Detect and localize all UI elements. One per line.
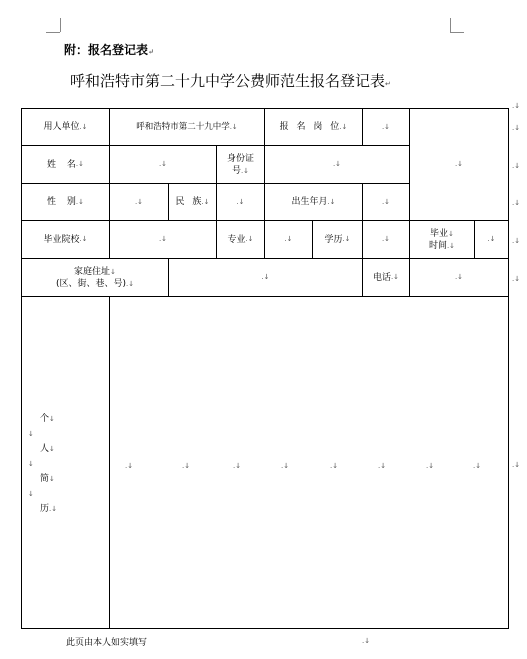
row-end-mark: .↓ [512,124,521,132]
page-title-text: 呼和浩特市第二十九中学公费师范生报名登记表 [70,72,386,90]
cell-mark: .↓ [261,273,270,281]
label-resume [28,412,88,517]
cell-mark: .↓ [79,122,88,131]
newline-mark: ↓ [448,229,454,238]
label-name-text: 姓 名 [47,159,76,170]
cell-mark: .↓ [281,462,290,470]
label-degree-text: 学历 [324,234,343,245]
cell-mark: .↓ [454,160,464,168]
row-end-mark: .↓ [512,102,521,110]
cell-mark: .↓ [342,235,351,243]
input-name[interactable] [110,146,216,183]
value-employer-text: 呼和浩特市第二十九中学 [136,122,230,132]
page-title [70,70,391,91]
row-end-mark: .↓ [512,199,521,207]
value-employer [110,109,264,145]
label-major [217,221,264,258]
input-school[interactable] [110,221,216,258]
label-school [22,221,109,258]
footer-mark: .↓ [362,637,371,645]
photo-box[interactable] [410,109,508,220]
label-birth-text: 出生年月 [291,197,328,207]
newline-mark: ↓ [49,415,55,423]
label-gender-text: 性 别 [47,197,76,207]
crop-mark-top-left-h [46,32,60,33]
form-prefix-text: 附：报名登记表 [64,43,149,57]
newline-mark: ↓ [28,460,34,468]
paragraph-mark: ↵ [148,47,154,56]
label-address-line1: 家庭住址 [74,266,111,277]
row-end-mark: .↓ [512,461,521,469]
input-address[interactable] [169,259,362,296]
cell-mark: .↓ [378,462,387,470]
cell-mark: .↓ [339,122,348,131]
label-degree [313,221,362,258]
input-gender[interactable] [110,184,168,220]
footer-note-text: 此页由本人如实填写 [66,638,148,648]
paragraph-mark: ↵ [385,80,391,88]
resume-char-4: 历 [40,504,50,514]
input-id-number[interactable] [265,146,409,183]
cell-mark: .↓ [201,197,210,206]
newline-mark: ↓ [49,445,55,453]
cell-mark: .↓ [426,462,435,470]
newline-mark: ↓ [28,430,34,438]
crop-mark-top-left [60,18,61,32]
cell-mark: .↓ [454,273,464,281]
label-phone-text: 电话 [372,272,391,283]
cell-mark: .↓ [158,235,168,243]
newline-mark: ↓ [49,475,55,483]
label-id-number [217,146,264,183]
resume-char-2: 人 [40,444,50,454]
cell-mark: .↓ [182,462,191,470]
label-post-text: 报 名 岗 位 [279,122,340,132]
crop-mark-top-right-h [450,32,464,33]
label-employer-text: 用人单位 [43,122,80,132]
label-id-line2: 号 [231,165,241,176]
label-birth-date [265,184,362,220]
newline-mark: ↓ [28,490,34,498]
row-end-mark: .↓ [512,275,521,283]
cell-mark: .↓ [75,197,84,206]
row-end-mark: .↓ [512,162,521,170]
cell-mark: .↓ [75,160,84,168]
cell-mark: .↓ [236,197,245,206]
label-ethnicity [169,184,216,220]
label-major-text: 专业 [227,234,246,245]
label-name [22,146,109,183]
cell-mark: .↓ [134,197,144,206]
cell-mark: .↓ [158,160,168,168]
label-id-line1: 身份证 [226,153,254,164]
newline-mark: ↓ [110,267,116,276]
cell-mark: .↓ [125,462,134,470]
cell-mark: .↓ [381,197,391,206]
cell-mark: .↓ [332,160,342,168]
cell-mark: .↓ [390,273,400,281]
label-gender [22,184,109,220]
cell-mark: .↓ [125,279,135,288]
resume-char-1: 个 [40,414,50,424]
label-employer [22,109,109,145]
input-ethnicity[interactable] [217,184,264,220]
form-prefix [64,41,154,58]
input-resume[interactable] [110,297,508,628]
input-grad-time[interactable] [475,221,508,258]
input-phone[interactable] [410,259,508,296]
label-address-line2: (区、街、巷、号) [55,278,126,289]
label-grad-line1: 毕业 [430,228,449,239]
footer-note [66,635,147,648]
cell-mark: .↓ [473,462,482,470]
cell-mark: .↓ [284,235,293,243]
label-post [265,109,362,145]
input-post[interactable] [363,109,409,145]
cell-mark: .↓ [233,462,242,470]
table-border-right [508,108,509,629]
table-border-bottom [21,628,509,629]
cell-mark: .↓ [330,462,339,470]
cell-mark: .↓ [240,166,250,175]
input-birth-date[interactable] [363,184,409,220]
cell-mark: .↓ [327,197,336,206]
cell-mark: .↓ [245,235,254,243]
cell-mark: .↓ [229,122,238,131]
label-grad-time [410,221,474,258]
cell-mark: .↓ [381,235,391,243]
input-degree[interactable] [363,221,409,258]
crop-mark-top-right [450,18,451,32]
label-ethnicity-text: 民 族 [175,197,202,207]
cell-mark: .↓ [381,122,391,131]
label-address [22,259,168,296]
cell-mark: .↓ [79,235,88,243]
label-grad-line2: 时间 [428,240,447,251]
row-end-mark: .↓ [512,237,521,245]
cell-mark: .↓ [49,505,58,513]
resume-char-3: 简 [40,474,50,484]
cell-mark: .↓ [487,235,496,243]
cell-mark: .↓ [446,241,456,250]
label-school-text: 毕业院校 [43,234,80,245]
label-phone [363,259,409,296]
input-major[interactable] [265,221,312,258]
